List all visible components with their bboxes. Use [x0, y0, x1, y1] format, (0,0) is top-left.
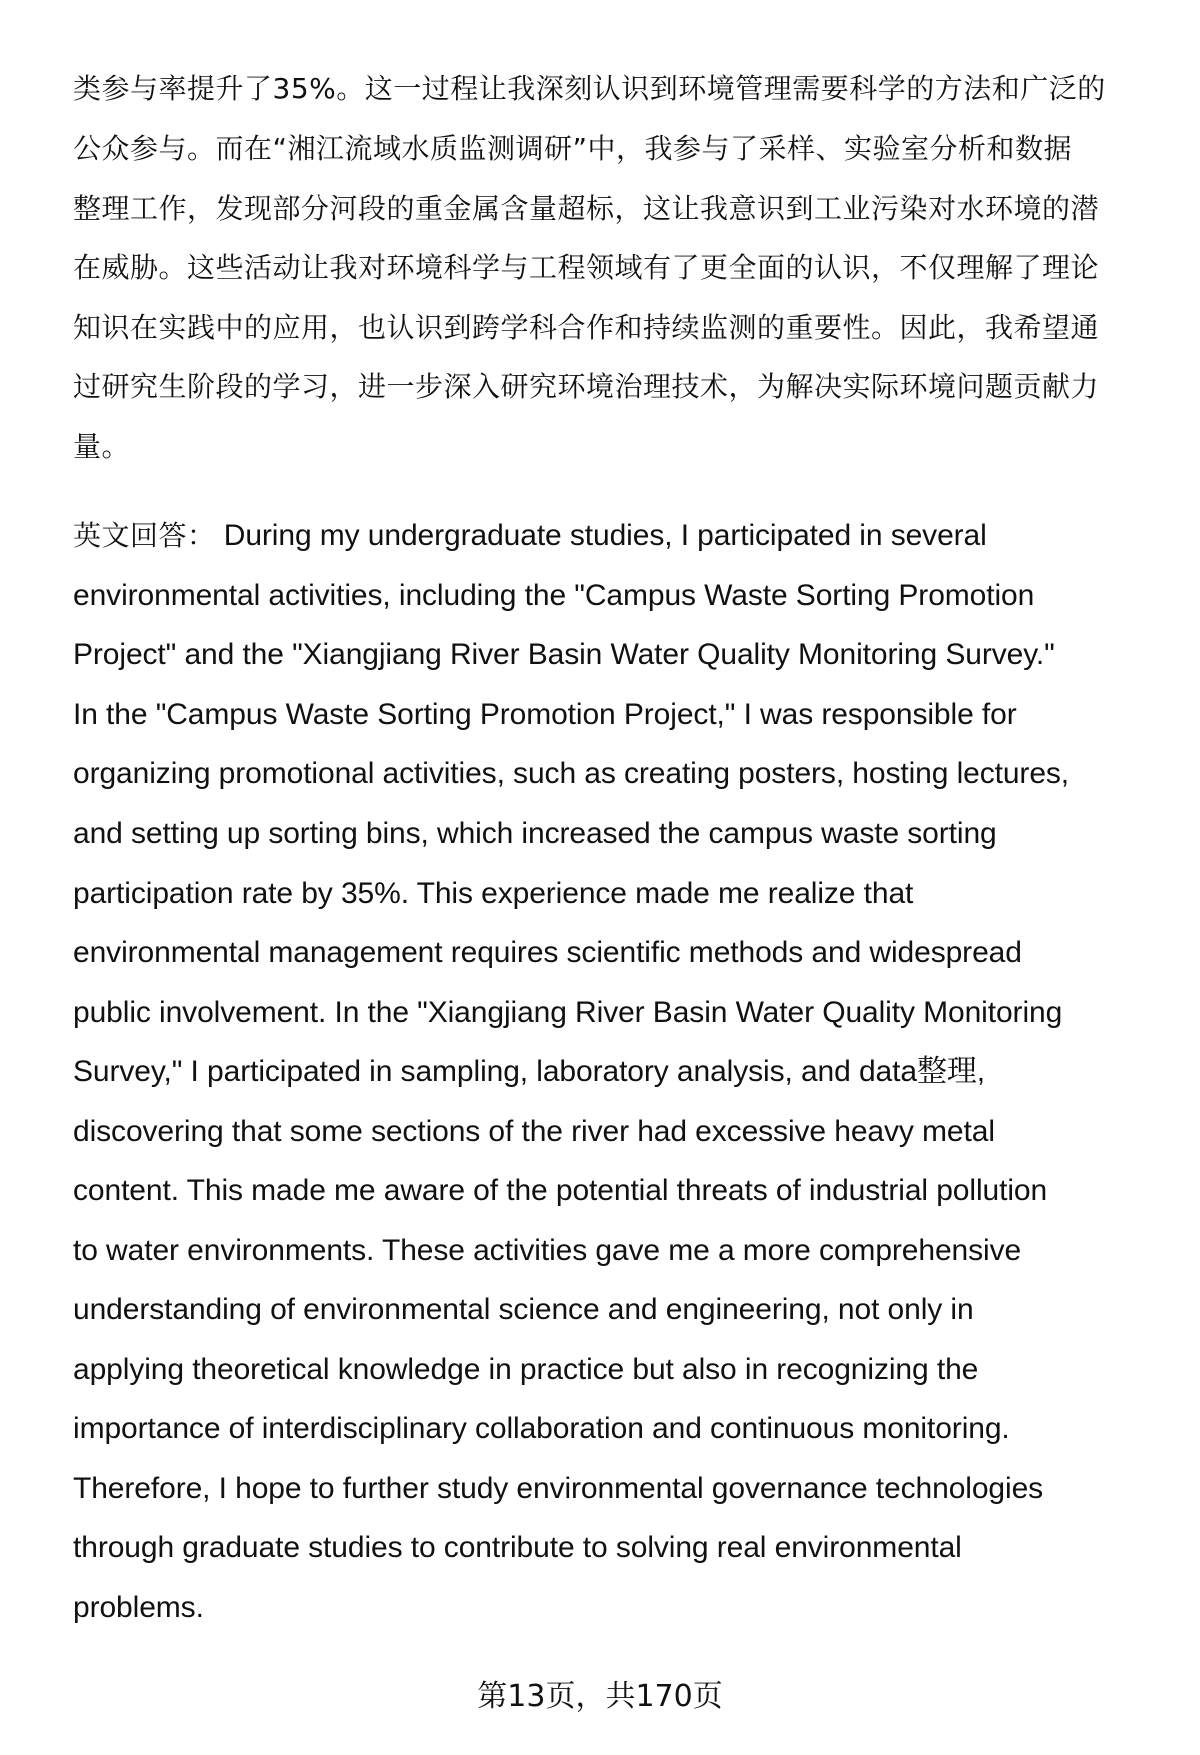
- page-number: 第13页，共170页: [477, 1679, 723, 1714]
- text-line: 量。: [73, 430, 131, 463]
- text-line: environmental management requires scientific methods and widespread: [73, 936, 1022, 969]
- answer-label: 英文回答：: [73, 519, 216, 552]
- text-line: participation rate by 35%. This experience made me realize that: [73, 877, 914, 910]
- text-line: environmental activities, including the "Campus Waste Sorting Promotion: [73, 579, 1035, 612]
- text-line: 整理工作，发现部分河段的重金属含量超标，这让我意识到工业污染对水环境的潜: [73, 192, 1100, 225]
- text-line: problems.: [73, 1591, 204, 1624]
- text-line: 公众参与。而在“湘江流域水质监测调研”中，我参与了采样、实验室分析和数据: [73, 132, 1073, 165]
- text-line: applying theoretical knowledge in practice but also in recognizing the: [73, 1353, 979, 1386]
- text-line: and setting up sorting bins, which increased the campus waste sorting: [73, 817, 997, 850]
- text-line: understanding of environmental science and engineering, not only in: [73, 1293, 974, 1326]
- text-line: 在威胁。这些活动让我对环境科学与工程领域有了更全面的认识，不仅理解了理论: [73, 251, 1100, 284]
- text-line: discovering that some sections of the river had excessive heavy metal: [73, 1115, 995, 1148]
- text-line: content. This made me aware of the potential threats of industrial pollution: [73, 1174, 1048, 1207]
- text-line: Survey," I participated in sampling, laboratory analysis, and data整理,: [73, 1055, 985, 1088]
- text-line: public involvement. In the "Xiangjiang River Basin Water Quality Monitoring: [73, 996, 1063, 1029]
- text-line: In the "Campus Waste Sorting Promotion Project," I was responsible for: [73, 698, 1017, 731]
- text-line: organizing promotional activities, such as creating posters, hosting lectures,: [73, 757, 1070, 790]
- text-line: Project" and the "Xiangjiang River Basin Water Quality Monitoring Survey.": [73, 638, 1055, 671]
- text-line: through graduate studies to contribute to solving real environmental: [73, 1531, 962, 1564]
- text-line: importance of interdisciplinary collaboration and continuous monitoring.: [73, 1412, 1010, 1445]
- text-span: During my undergraduate studies, I participated in several: [215, 519, 987, 552]
- text-line: 类参与率提升了35%。这一过程让我深刻认识到环境管理需要科学的方法和广泛的: [73, 72, 1106, 105]
- text-line: 过研究生阶段的学习，进一步深入研究环境治理技术，为解决实际环境问题贡献力: [73, 370, 1100, 403]
- text-line: to water environments. These activities gave me a more comprehensive: [73, 1234, 1022, 1267]
- text-line: Therefore, I hope to further study environmental governance technologies: [73, 1472, 1044, 1505]
- text-line: [73, 516, 987, 556]
- text-line: 知识在实践中的应用，也认识到跨学科合作和持续监测的重要性。因此，我希望通: [73, 311, 1100, 344]
